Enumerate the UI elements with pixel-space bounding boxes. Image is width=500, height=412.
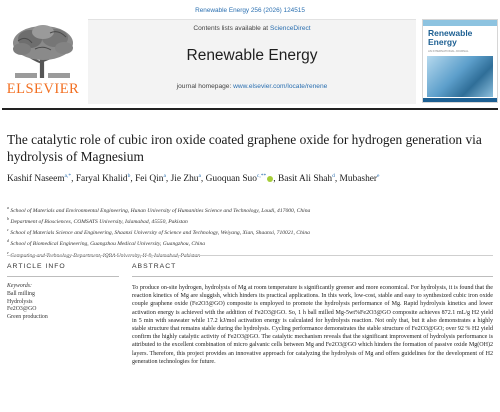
article-info-rule <box>7 276 119 277</box>
affiliation-item <box>7 204 493 215</box>
affiliation-text: School of Materials Science and Engineering, Shaanxi University of Science and Technology, Weiyang, Xian, Shaanxi, 710021, China <box>10 230 310 237</box>
elsevier-tree-icon <box>10 23 76 79</box>
cover-subtitle: AN INTERNATIONAL JOURNAL <box>428 49 469 53</box>
author-name[interactable]: Guoquan Suo <box>205 174 257 185</box>
author-affil-mark[interactable]: a <box>198 173 201 179</box>
sciencedirect-link[interactable]: ScienceDirect <box>269 25 311 32</box>
journal-cover-thumbnail[interactable] <box>422 19 498 103</box>
affiliations-divider <box>7 255 493 256</box>
author-affil-mark[interactable]: b <box>127 173 131 179</box>
homepage-line <box>88 83 416 90</box>
affiliation-mark: d <box>7 238 9 244</box>
author-name[interactable]: Basit Ali Shah <box>277 174 333 185</box>
keyword-item[interactable]: Green production <box>7 313 48 320</box>
author-name[interactable]: Mubasher <box>339 174 378 185</box>
keywords-label: Keywords: <box>7 283 32 289</box>
journal-title: Renewable Energy <box>186 47 318 64</box>
keyword-item[interactable]: Hydrolysis <box>7 298 33 305</box>
journal-banner <box>88 19 416 104</box>
author-affil-mark[interactable]: d <box>332 173 335 179</box>
affiliation-text: School of Biomedical Engineering, Guangzhou Medical University, Guangzhou, China <box>10 241 206 248</box>
publisher-name: ELSEVIER <box>6 81 80 97</box>
abstract-body <box>132 284 493 366</box>
affiliation-mark: c <box>7 227 9 233</box>
affiliation-item <box>7 215 493 226</box>
keywords-list <box>7 291 48 321</box>
author-affil-mark[interactable]: c,** <box>256 173 267 179</box>
cover-bottom-band <box>423 98 497 102</box>
author-affil-mark[interactable]: a,* <box>64 173 72 179</box>
affiliation-mark: e <box>7 249 9 255</box>
author-name[interactable]: Jie Zhu <box>170 174 199 185</box>
affiliation-mark: a <box>7 205 9 210</box>
affiliation-text: Department of Biosciences, COMSATS University, Islamabad, 45550, Pakistan <box>10 219 188 226</box>
affiliation-item <box>7 237 493 248</box>
abstract-heading: ABSTRACT <box>132 263 177 270</box>
cover-title: Renewable Energy <box>428 28 473 47</box>
author-name[interactable]: Fei Qin <box>135 174 164 185</box>
cover-top-band <box>423 20 497 26</box>
abstract-text: To produce on-site hydrogen, hydrolysis of Mg at room temperature is significantly greener and more economical. For hydrolysis, it is found that the reaction kinetics of Mg are sluggish, which hinders its practical applications. In this work, low-cost, stable and easy to synthesized cubic iron oxide couple graphene oxide (Fe2O3@GO) composite is employed to promote the hydrolysis performance of Mg. Rapid hydrolysis kinetics and lower activation energy is achieved with the addition of Fe2O3@GO. So, 1 h ball milled Mg-5wt%Fe2O3@GO composite achieves 872.1 mL/g H2 yield in 5 min with seawater while 17.2 kJ/mol activation energy is calculated for hydrolysis reaction. Not only that, but it also demonstrates a highly stable structure that remains stable during the hydrolysis. Cycling performance demonstrates the stable structure of Fe2O3@GO; over 92 % H2 yield confirm the highly catalytic activity of Fe2O3@GO. The catalytic mechanism reveals that the significant improvement of hydrolysis performance is attributed to the excellent combination of micro galvanic cells between Mg and Fe2O3@GO which hinders the formation of passive oxide Mg(OH)2 layers. Therefore, this project provides an innovative approach for catalyzing the hydrolysis of Mg and offers guidelines for the development of H2 generation technologies for future. <box>132 285 493 365</box>
article-info-heading: ARTICLE INFO <box>7 263 66 270</box>
contents-line <box>88 25 416 32</box>
journal-homepage-link[interactable]: www.elsevier.com/locate/renene <box>233 83 328 90</box>
keyword-item[interactable]: Ball milling <box>7 291 35 297</box>
homepage-prefix: journal homepage: <box>176 83 234 90</box>
affiliation-text: School of Materials and Environmental Engineering, Hunan University of Humanities Science and Technology, Loudi, 417000, China <box>10 207 311 214</box>
contents-prefix: Contents lists available at <box>193 25 270 32</box>
affiliation-item <box>7 226 493 237</box>
orcid-icon[interactable] <box>267 176 273 182</box>
affiliation-list <box>7 204 493 260</box>
author-affil-mark[interactable]: a <box>163 173 166 179</box>
author-name[interactable]: Kashif Naseem <box>7 174 65 185</box>
keyword-item[interactable]: Fe2O3@GO <box>7 306 37 312</box>
elsevier-logo[interactable] <box>2 19 84 103</box>
affiliation-mark: b <box>7 216 9 222</box>
cover-image <box>427 56 493 97</box>
author-name[interactable]: Faryal Khalid <box>75 174 128 185</box>
journal-citation[interactable]: Renewable Energy 256 (2026) 124515 <box>195 7 305 14</box>
author-list: Kashif Naseem$^{a,*}$, Faryal Khalid$^b$, Fei Qin$^a$, Jie Zhu$^a$, Guoquan Suo$^{c,**}$ , Basit Ali Shah$^d$, Mubasher$^e$ <box>7 173 380 185</box>
author-affil-mark[interactable]: e <box>377 173 380 179</box>
article-title: The catalytic role of cubic iron oxide coated graphene oxide for hydrogen generation via hydrolysis of Magnesium <box>7 132 482 164</box>
journal-header <box>2 19 498 103</box>
header-divider <box>2 108 498 110</box>
abstract-rule <box>132 276 493 277</box>
